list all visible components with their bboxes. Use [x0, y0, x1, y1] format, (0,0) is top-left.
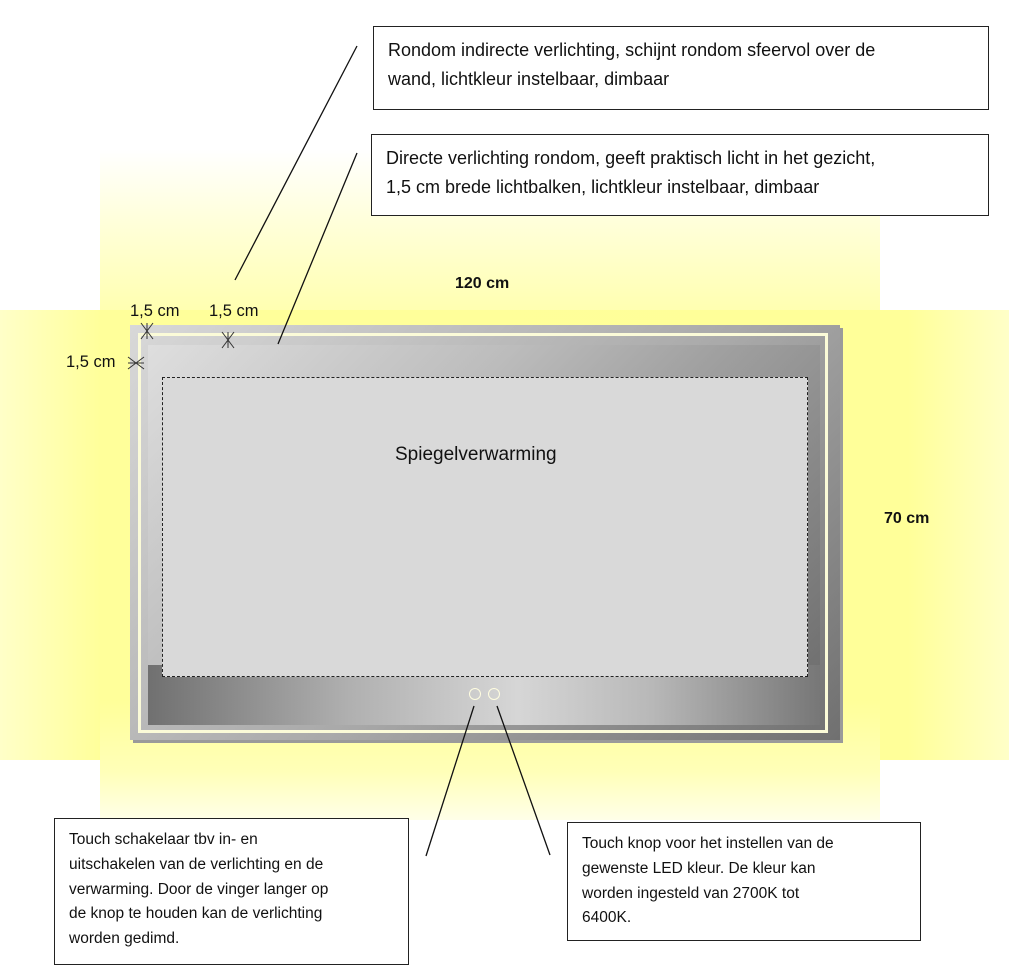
callout-indirect-lighting: Rondom indirecte verlichting, schijnt rondom sfeervol over de wand, lichtkleur instelbaar, dimbaar	[373, 26, 989, 110]
touch-switch-knob[interactable]	[469, 688, 481, 700]
heating-label: Spiegelverwarming	[395, 444, 557, 465]
width-dimension: 120 cm	[455, 275, 510, 292]
callout-touch-color: Touch knop voor het instellen van de gewenste LED kleur. De kleur kan worden ingesteld van 2700K tot 6400K.	[567, 822, 921, 941]
callout-touch-switch: Touch schakelaar tbv in- en uitschakelen van de verlichting en de verwarming. Door de vinger langer op de knop te houden kan de verlichting worden gedimd.	[54, 818, 409, 965]
height-dimension: 70 cm	[884, 510, 930, 527]
color-touch-knob[interactable]	[488, 688, 500, 700]
gap-label-top-inner: 1,5 cm	[209, 302, 259, 320]
gap-label-top-left: 1,5 cm	[130, 302, 180, 320]
heating-zone	[162, 377, 808, 677]
gap-label-left: 1,5 cm	[66, 353, 116, 371]
callout-direct-lighting: Directe verlichting rondom, geeft praktisch licht in het gezicht, 1,5 cm brede lichtbalken, lichtkleur instelbaar, dimbaar	[371, 134, 989, 216]
